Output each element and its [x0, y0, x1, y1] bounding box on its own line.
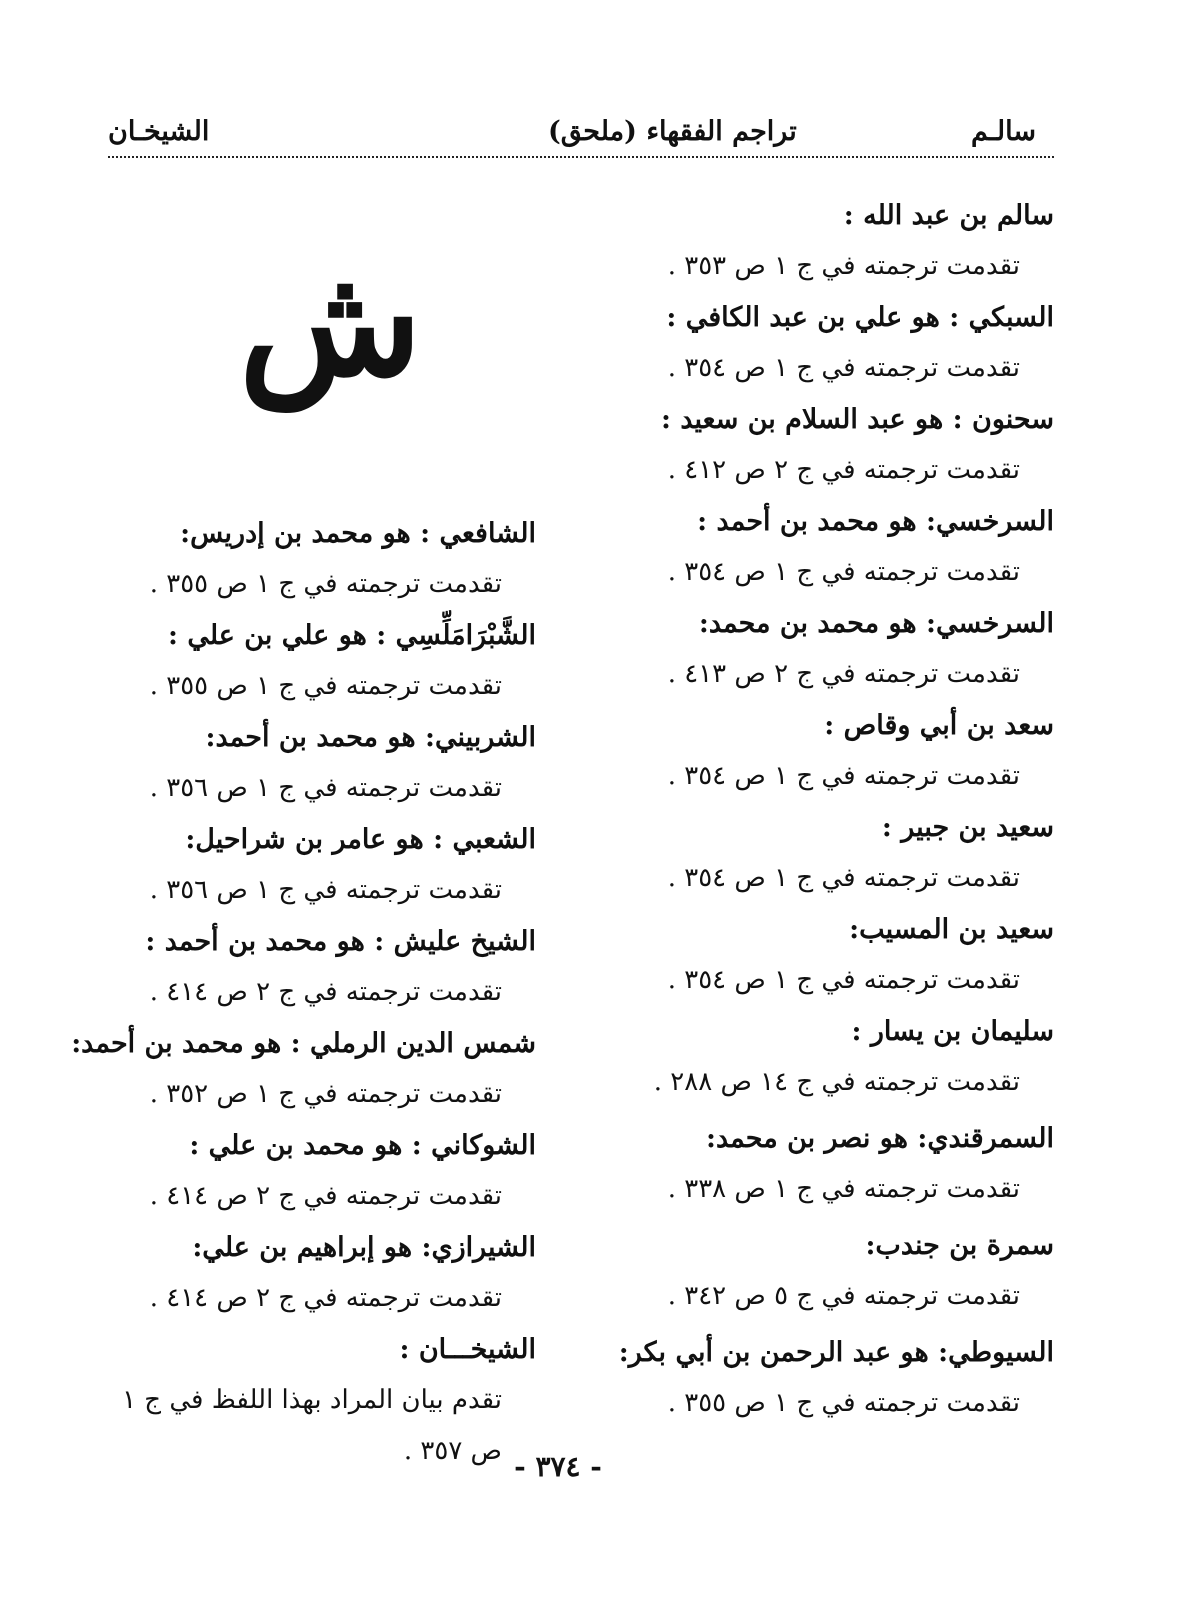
- section-letter: ش: [238, 234, 422, 410]
- entry-ref: تقدمت ترجمته في ج ١ ص ٣٥٦ .: [149, 875, 502, 905]
- entry-ref: تقدمت ترجمته في ج ١ ص ٣٥٥ .: [667, 1388, 1020, 1418]
- entry: [654, 190, 1054, 292]
- entry-name: السبكي : هو علي بن عبد الكافي :: [666, 302, 1054, 333]
- entry-name: سعد بن أبي وقاص :: [824, 710, 1054, 741]
- entry: [96, 1324, 536, 1477]
- entry-name: سالم بن عبد الله :: [843, 200, 1054, 231]
- header-right: سالـم: [971, 116, 1036, 147]
- entry: [96, 916, 536, 1018]
- entry-ref: تقدمت ترجمته في ج ١ ص ٣٥٤ .: [667, 965, 1020, 995]
- right-column: [618, 190, 1054, 1429]
- entry: [654, 394, 1054, 496]
- entry-ref: تقدمت ترجمته في ج ١ ص ٣٥٤ .: [667, 761, 1020, 791]
- entry: [654, 1220, 1054, 1322]
- running-header: [108, 112, 1054, 158]
- entry-ref: تقدمت ترجمته في ج ٢ ص ٤١٣ .: [667, 659, 1020, 689]
- entry: [96, 508, 536, 610]
- entry: [654, 598, 1054, 700]
- entry: [96, 1222, 536, 1324]
- entry-name: سمرة بن جندب:: [865, 1230, 1054, 1261]
- entry-ref: تقدمت ترجمته في ج ٢ ص ٤١٤ .: [149, 977, 502, 1007]
- entry-name: شمس الدين الرملي : هو محمد بن أحمد:: [71, 1028, 536, 1059]
- entry-name: الشَّبْرَامَلِّسِي : هو علي بن علي :: [167, 620, 536, 651]
- entry-ref: تقدمت ترجمته في ج ٢ ص ٤١٤ .: [149, 1181, 502, 1211]
- entry-ref: تقدمت ترجمته في ج ١ ص ٣٥٦ .: [149, 773, 502, 803]
- entry-ref: تقدمت ترجمته في ج ٢ ص ٤١٤ .: [149, 1283, 502, 1313]
- entry-name: الشيرازي: هو إبراهيم بن علي:: [192, 1232, 536, 1263]
- entry: [654, 802, 1054, 904]
- entry-ref: تقدمت ترجمته في ج ١ ص ٣٥٢ .: [149, 1079, 502, 1109]
- entry: [654, 292, 1054, 394]
- entry-ref: تقدمت ترجمته في ج ١ ص ٣٥٥ .: [149, 671, 502, 701]
- entry-ref: تقدمت ترجمته في ج ٥ ص ٣٤٢ .: [667, 1281, 1020, 1311]
- entry-ref: تقدمت ترجمته في ج ١ ص ٣٥٣ .: [667, 251, 1020, 281]
- entry-ref: تقدم بيان المراد بهذا اللفظ في ج ١ ص ٣٥٧ .: [122, 1385, 502, 1466]
- entry: [654, 1113, 1054, 1215]
- entry-name: سحنون : هو عبد السلام بن سعيد :: [660, 404, 1054, 435]
- entry: [96, 1120, 536, 1222]
- entry: [618, 1327, 1054, 1429]
- entry-ref: تقدمت ترجمته في ج ٢ ص ٤١٢ .: [667, 455, 1020, 485]
- entry: [654, 904, 1054, 1006]
- entry-ref: تقدمت ترجمته في ج ١ ص ٣٥٤ .: [667, 557, 1020, 587]
- entry: [654, 496, 1054, 598]
- entry-name: سليمان بن يسار :: [851, 1016, 1054, 1047]
- entry-name: السمرقندي: هو نصر بن محمد:: [706, 1123, 1054, 1154]
- left-column: [71, 508, 536, 1477]
- entry: [96, 610, 536, 712]
- entry-name: السرخسي: هو محمد بن محمد:: [698, 608, 1054, 639]
- entry-name: سعيد بن المسيب:: [849, 914, 1054, 945]
- entry-name: السرخسي: هو محمد بن أحمد :: [697, 506, 1054, 537]
- entry-name: الشيخـــان :: [399, 1334, 536, 1365]
- entry: [96, 814, 536, 916]
- header-left: الشيخـان: [108, 116, 210, 147]
- entry: [654, 700, 1054, 802]
- entry-name: الشافعي : هو محمد بن إدريس:: [180, 518, 536, 549]
- entry-name: الشوكاني : هو محمد بن علي :: [189, 1130, 536, 1161]
- entry-name: سعيد بن جبير :: [881, 812, 1054, 843]
- entry-name: الشعبي : هو عامر بن شراحيل:: [185, 824, 536, 855]
- entry: [71, 1018, 536, 1120]
- entry-ref: تقدمت ترجمته في ج ١ ص ٣٥٤ .: [667, 353, 1020, 383]
- header-center: (ملحق) تراجم الفقهاء: [548, 116, 797, 147]
- entry-name: الشربيني: هو محمد بن أحمد:: [205, 722, 536, 753]
- entry: [96, 712, 536, 814]
- entry-ref: تقدمت ترجمته في ج ١٤ ص ٢٨٨ .: [653, 1067, 1020, 1097]
- entry-ref: تقدمت ترجمته في ج ١ ص ٣٥٤ .: [667, 863, 1020, 893]
- entry-ref: تقدمت ترجمته في ج ١ ص ٣٣٨ .: [667, 1174, 1020, 1204]
- entry: [654, 1006, 1054, 1108]
- entry-ref: تقدمت ترجمته في ج ١ ص ٣٥٥ .: [149, 569, 502, 599]
- entry-name: الشيخ عليش : هو محمد بن أحمد :: [145, 926, 536, 957]
- entry-name: السيوطي: هو عبد الرحمن بن أبي بكر:: [618, 1337, 1054, 1368]
- page-number: - ٣٧٤ -: [514, 1450, 602, 1483]
